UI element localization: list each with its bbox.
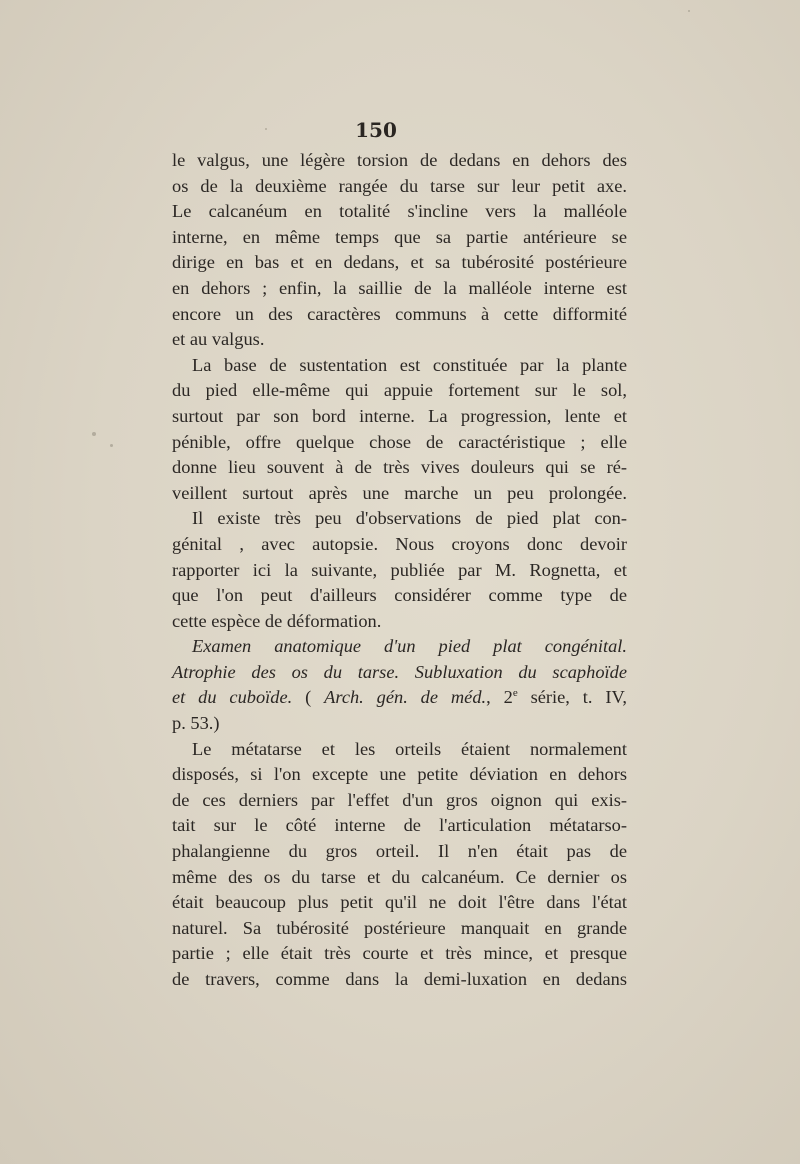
text-line: disposés, si l'on excepte une petite déviation en dehors [172,764,627,785]
text-line: pénible, offre quelque chose de caractéristique ; elle [172,431,627,452]
text-line: dirige en bas et en dedans, et sa tubérosité postérieure [172,252,627,273]
text-line: partie ; elle était très courte et très mince, et presque [172,943,627,964]
text-line: rapporter ici la suivante, publiée par M. Rognetta, et [172,559,627,580]
citation-journal: Arch. gén. de méd. [324,687,487,708]
text-line: tait sur le côté interne de l'articulation métatarso- [172,815,627,836]
text-line: de travers, comme dans la demi-luxation en dedans [172,969,627,989]
citation-line: et du cuboïde. ( Arch. gén. de méd., 2e série, t. IV, [172,687,627,708]
text-line: en dehors ; enfin, la saillie de la malléole interne est [172,277,627,298]
text-line: Le calcanéum en totalité s'incline vers la malléole [172,201,627,222]
text-line: le valgus, une légère torsion de dedans en dehors des [172,150,627,170]
citation-title: et du cuboïde. [172,687,293,708]
text-line: La base de sustentation est constituée par la plante [192,354,627,375]
citation-series-rest: série, t. IV, [517,687,627,708]
citation-open: ( [305,687,325,708]
page-number: 150 [355,118,397,142]
text-line: que l'on peut d'ailleurs considérer comme type de [172,585,627,606]
section-heading: Atrophie des os du tarse. Subluxation du scaphoïde [172,661,627,682]
paper-speck [688,10,690,12]
section-heading: Examen anatomique d'un pied plat congénital. [192,636,627,657]
text-line: était beaucoup plus petit qu'il ne doit l'être dans l'état [172,892,627,913]
text-line: surtout par son bord interne. La progression, lente et [172,405,627,426]
text-line: phalangienne du gros orteil. Il n'en était pas de [172,841,627,862]
citation-series-number: 2 [503,687,513,708]
text-line: naturel. Sa tubérosité postérieure manquait en grande [172,917,627,938]
text-line: de ces derniers par l'effet d'un gros oignon qui exis- [172,789,627,810]
text-line: encore un des caractères communs à cette difformité [172,303,627,324]
citation-series-sup: e [512,687,518,700]
body-text [172,148,627,993]
paper-speck [92,432,96,436]
text-line: veillent surtout après une marche un peu prolongée. [172,482,627,503]
text-line: p. 53.) [172,713,220,734]
text-line: Il existe très peu d'observations de pied plat con- [192,508,627,529]
text-line: cette espèce de déformation. [172,610,382,631]
text-line: os de la deuxième rangée du tarse sur leur petit axe. [172,175,627,196]
text-line: et au valgus. [172,329,265,350]
text-line: du pied elle-même qui appuie fortement sur le sol, [172,380,627,401]
text-line: génital , avec autopsie. Nous croyons donc devoir [172,533,627,554]
text-line: même des os du tarse et du calcanéum. Ce dernier os [172,866,627,887]
text-line: interne, en même temps que sa partie antérieure se [172,226,627,247]
paper-speck [110,444,113,447]
text-line: Le métatarse et les orteils étaient normalement [192,738,627,759]
text-line: donne lieu souvent à de très vives douleurs qui se ré- [172,457,627,478]
